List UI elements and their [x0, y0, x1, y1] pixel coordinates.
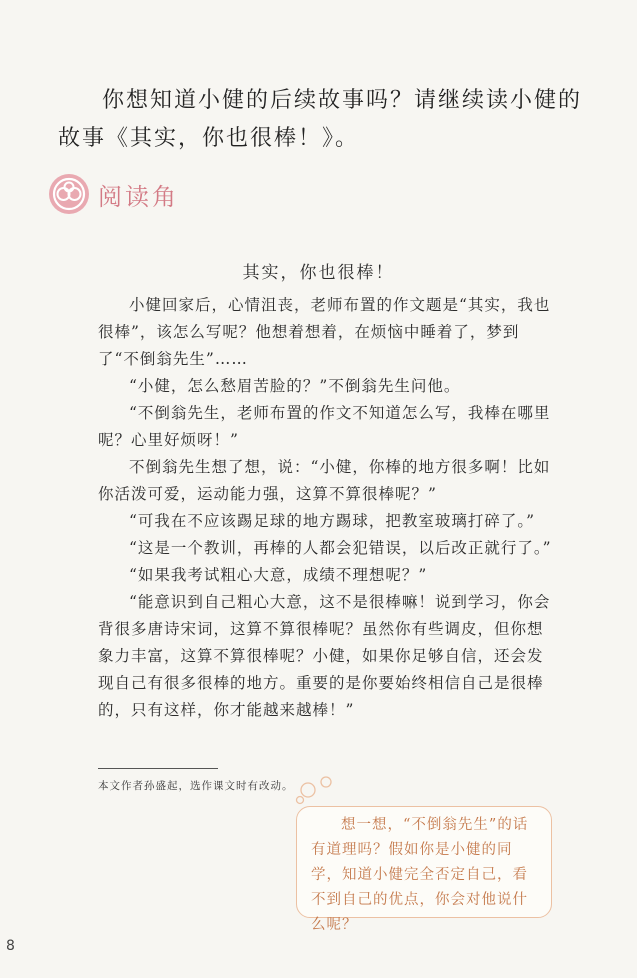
- story-body: [98, 292, 558, 724]
- story-paragraph: “能意识到自己粗心大意，这不是很棒嘛！说到学习，你会背很多唐诗宋词，这算不算很棒呢？虽然你有些调皮，但你想象力丰富，这算不算很棒呢？小健，如果你足够自信，还会发现自己有很多很棒的地方。重要的是你要始终相信自己是很棒的，只有这样，你才能越来越棒！”: [98, 593, 551, 719]
- think-prompt-text: 想一想，“不倒翁先生”的话有道理吗？假如你是小健的同学，知道小健完全否定自己，看不到自己的优点，你会对他说什么呢？: [311, 817, 529, 933]
- story-title: 其实，你也很棒！: [242, 263, 395, 283]
- story-paragraph: 小健回家后，心情沮丧，老师布置的作文题是“其实，我也很棒”，该怎么写呢？他想着想着，在烦恼中睡着了，梦到了“不倒翁先生”……: [98, 296, 551, 368]
- story-paragraph: “这是一个教训，再棒的人都会犯错误，以后改正就行了。”: [129, 539, 552, 557]
- story-paragraph: “可我在不应该踢足球的地方踢球，把教室玻璃打碎了。”: [129, 512, 536, 530]
- story-paragraph: “如果我考试粗心大意，成绩不理想呢？”: [129, 566, 428, 584]
- story-paragraph: “不倒翁先生，老师布置的作文不知道怎么写，我棒在哪里呢？心里好烦呀！”: [98, 404, 551, 449]
- page-number: 8: [6, 938, 15, 954]
- section-header: [48, 172, 179, 216]
- footnote-divider: [98, 768, 218, 769]
- story-paragraph: 不倒翁先生想了想，说：“小健，你棒的地方很多啊！比如你活泼可爱，运动能力强，这算不算很棒呢？”: [98, 458, 551, 503]
- section-title: 阅读角: [98, 182, 179, 211]
- think-prompt-box: [296, 806, 552, 933]
- intro-paragraph: 你想知道小健的后续故事吗？请继续读小健的故事《其实，你也很棒！》。: [58, 88, 583, 151]
- footnote: 本文作者孙盛起，选作课文时有改动。: [98, 780, 294, 792]
- reading-corner-icon: [48, 173, 90, 215]
- intro-text-block: [58, 82, 598, 158]
- story-paragraph: “小健，怎么愁眉苦脸的？”不倒翁先生问他。: [129, 377, 461, 395]
